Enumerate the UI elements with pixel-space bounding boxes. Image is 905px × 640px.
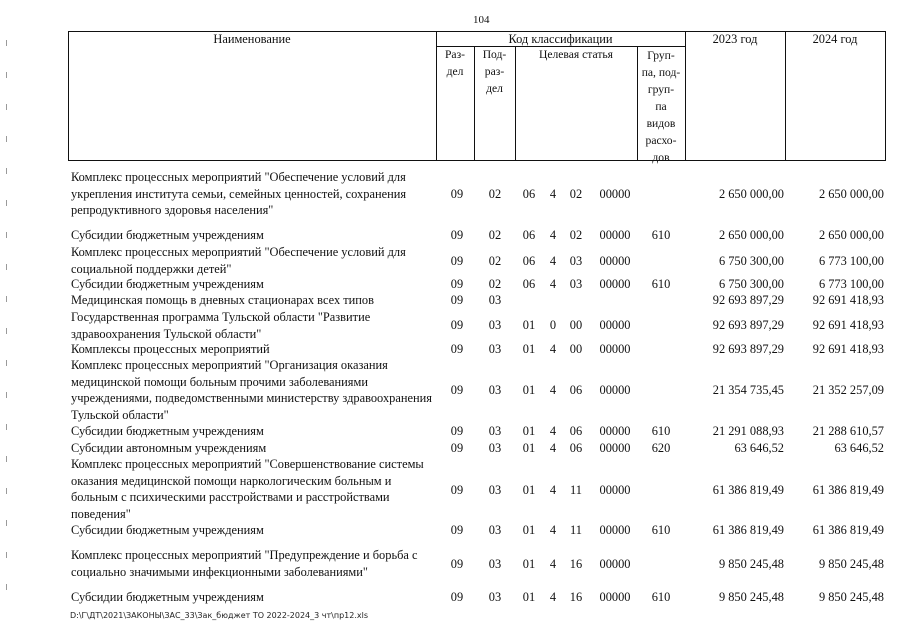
table-row: Комплексы процессных мероприятий 09 03 01 4 00 00000 92 693 897,29 92 691 418,93 <box>71 342 884 356</box>
row-name: Медицинская помощь в дневных стационарах всех типов <box>71 293 374 307</box>
row-name: Субсидии бюджетным учреждениям <box>71 590 264 604</box>
header-year-2023: 2023 год <box>712 32 758 46</box>
header-expense-group: Груп- па, под- груп- па видов расхо- дов <box>641 49 681 164</box>
table-row: Государственная программа Тульской области "Развитие здравоохранения Тульской области" 09 03 01 0 00 00000 92 693 897,29 92 691 418,93 <box>71 310 884 341</box>
table-row: Субсидии автономным учреждениям 09 03 01 4 06 00000 620 63 646,52 63 646,52 <box>71 441 884 455</box>
header-target-article: Целевая статья <box>538 48 614 61</box>
row-name: Субсидии автономным учреждениям <box>71 441 267 455</box>
table-row: Комплекс процессных мероприятий "Предупреждение и борьба с социально значимыми инфекционными заболеваниями" 09 03 01 4 16 00000 9 850 245,48 9 850 245,48 <box>71 548 884 579</box>
row-name: Субсидии бюджетным учреждениям <box>71 424 264 438</box>
table-row: Медицинская помощь в дневных стационарах всех типов 09 03 92 693 897,29 92 691 418,93 <box>71 293 884 307</box>
row-name: Комплекс процессных мероприятий "Обеспечение условий для укрепления института семьи, семейных ценностей, сохранения репродуктивного здоровья населения" <box>71 170 407 218</box>
header-subsection: Под- раз- дел <box>482 48 507 95</box>
table-row: Комплекс процессных мероприятий "Организация оказания медицинской помощи больным прочими заболеваниями учреждениями, подведомственными министерству здравоохранения Тульской области" 09 03 01 4 06 00000 21 354 735,45 21 352 257,09 <box>71 358 884 422</box>
table-row: Комплекс процессных мероприятий "Обеспечение условий для социальной поддержки детей" 09 02 06 4 03 00000 6 750 300,00 6 773 100,00 <box>71 245 884 276</box>
row-name: Государственная программа Тульской области "Развитие здравоохранения Тульской области" <box>71 310 371 341</box>
table-row: Субсидии бюджетным учреждениям 09 02 06 4 03 00000 610 6 750 300,00 6 773 100,00 <box>71 277 884 291</box>
table-row: Субсидии бюджетным учреждениям 09 03 01 4 16 00000 610 9 850 245,48 9 850 245,48 <box>71 590 884 604</box>
row-name: Субсидии бюджетным учреждениям <box>71 228 264 242</box>
page-number: 104 <box>473 14 490 26</box>
table-row: Комплекс процессных мероприятий "Совершенствование системы оказания медицинской помощи наркологическим больным и больным с психическими расстройствами и расстройствами поведения" 09 03 01 4 11 00000 61 386 819,49 61 386 819,49 <box>71 457 884 521</box>
table-row: Субсидии бюджетным учреждениям 09 02 06 4 02 00000 610 2 650 000,00 2 650 000,00 <box>71 228 884 242</box>
header-name: Наименование <box>213 32 291 46</box>
header-section: Раз- дел <box>444 48 466 78</box>
row-name: Комплекс процессных мероприятий "Обеспечение условий для социальной поддержки детей" <box>71 245 406 276</box>
row-name: Субсидии бюджетным учреждениям <box>71 277 264 291</box>
header-year-2024: 2024 год <box>812 32 858 46</box>
row-name: Комплекс процессных мероприятий "Организация оказания медицинской помощи больным прочими заболеваниями учреждениями, подведомственными министерству здравоохранения Тульской области" <box>71 358 432 422</box>
table-row: Комплекс процессных мероприятий "Обеспечение условий для укрепления института семьи, семейных ценностей, сохранения репродуктивного здоровья населения" 09 02 06 4 02 00000 2 650 000,00 2 650 000,00 <box>71 170 884 218</box>
row-name: Комплекс процессных мероприятий "Совершенствование системы оказания медицинской помощи наркологическим больным и больным с психическими расстройствами и расстройствами поведения" <box>71 457 424 521</box>
footer-file-path: D:\Г\ДТ\2021\ЗАКОНЫ\ЗАС_33\Зак_бюджет ТО 2022-2024_3 чт\пр12.xls <box>70 611 369 620</box>
table-row: Субсидии бюджетным учреждениям 09 03 01 4 06 00000 610 21 291 088,93 21 288 610,57 <box>71 424 884 438</box>
row-name: Комплексы процессных мероприятий <box>71 342 270 356</box>
row-name: Комплекс процессных мероприятий "Предупреждение и борьба с социально значимыми инфекционными заболеваниями" <box>71 548 418 579</box>
table-row: Субсидии бюджетным учреждениям 09 03 01 4 11 00000 610 61 386 819,49 61 386 819,49 <box>71 523 884 537</box>
header-classification: Код классификации <box>508 32 613 46</box>
row-name: Субсидии бюджетным учреждениям <box>71 523 264 537</box>
